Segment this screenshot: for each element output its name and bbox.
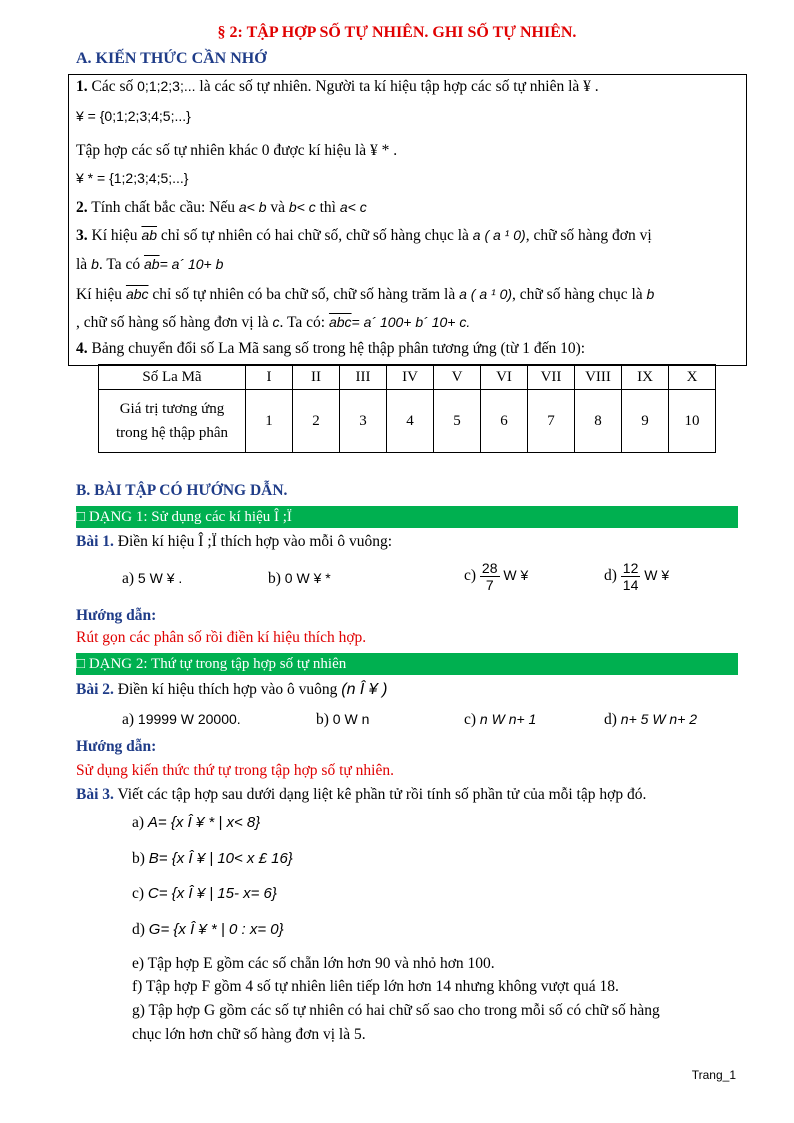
a2-line: 2. Tính chất bắc cầu: Nếu a< b và b< c thì a< c [76,199,367,216]
bai3-c: c) C= {x Î ¥ | 15- x= 6} [132,885,277,902]
a1-line3: Tập hợp các số tự nhiên khác 0 được kí hiệu là ¥ * . [76,142,398,159]
checkbox-icon: □ [76,656,86,672]
table-cell: 1 [246,390,293,453]
hint-heading-2: Hướng dẫn: [76,738,157,755]
hint-2: Sử dụng kiến thức thứ tự trong tập hợp số tự nhiên. [76,762,394,779]
fraction: $\frac{28}{7}$ [481,560,498,593]
bai3-line: Bài 3. Viết các tập hợp sau dưới dạng liệt kê phần tử rồi tính số phần tử của mỗi tập hợp đó. [76,786,647,803]
page-number: Trang_1 [691,1068,736,1082]
table-header-decimal: Giá trị tương ứng trong hệ thập phân [99,390,246,453]
bai3-f: f) Tập hợp F gồm 4 số tự nhiên liên tiếp lớn hơn 14 nhưng không vượt quá 18. [132,978,619,995]
table-row [99,365,716,390]
a1-set-n: ¥ = {0;1;2;3;4;5;...} [76,108,191,124]
table-cell: 9 [622,390,669,453]
table-cell: 7 [528,390,575,453]
table-cell: IX [622,365,669,390]
bai1-line: Bài 1. Điền kí hiệu Î ;Ï thích hợp vào mỗi ô vuông: [76,533,393,550]
page-title: § 2: TẬP HỢP SỐ TỰ NHIÊN. GHI SỐ TỰ NHIÊN. [217,24,577,41]
section-b-heading: B. BÀI TẬP CÓ HƯỚNG DẪN. [76,482,288,499]
dang1-band: □ DẠNG 1: Sử dụng các kí hiệu Î ;Ï [76,506,738,528]
fraction: $\frac{12}{14}$ [622,560,639,593]
table-cell: 5 [434,390,481,453]
table-cell: III [340,365,387,390]
bai2-a: a) 19999 W 20000. [122,711,241,728]
bai2-b: b) 0 W n [316,711,370,728]
bai1-a: a) 5 W ¥ . [122,570,183,587]
table-cell: 3 [340,390,387,453]
bai3-g1: g) Tập hợp G gồm các số tự nhiên có hai chữ số sao cho trong mỗi số có chữ số hàng [132,1002,660,1019]
a3-line2: là b. Ta có $\overline{ab}=$ a´ 10+ b [76,256,224,273]
bai3-a: a) A= {x Î ¥ * | x< 8} [132,814,261,831]
bai3-d: d) G= {x Î ¥ * | 0 : x= 0} [132,921,284,938]
bai3-e: e) Tập hợp E gồm các số chẵn lớn hơn 90 và nhỏ hơn 100. [132,955,495,972]
hint-1: Rút gọn các phân số rồi điền kí hiệu thích hợp. [76,629,367,646]
table-cell: 10 [669,390,716,453]
bai2-line: Bài 2. Điền kí hiệu thích hợp vào ô vuông (n Î ¥ ) [76,681,388,698]
table-cell: V [434,365,481,390]
table-cell: IV [387,365,434,390]
table-cell: VIII [575,365,622,390]
table-cell: 4 [387,390,434,453]
a4-line: 4. Bảng chuyển đổi số La Mã sang số trong hệ thập phân tương ứng (từ 1 đến 10): [76,340,586,357]
checkbox-icon: □ [76,509,86,525]
table-cell: I [246,365,293,390]
table-cell: VII [528,365,575,390]
roman-numeral-table [98,364,716,453]
table-cell: II [293,365,340,390]
bai1-d: d) $\frac{12}{14}$ W ¥ [604,560,670,593]
bai2-c: c) n W n+ 1 [464,711,537,728]
a3-line3: Kí hiệu $\overline{abc}$ chỉ số tự nhiên có ba chữ số, chữ số hàng trăm là a ( a ¹ 0), chữ số hàng chục là b [76,286,655,303]
table-cell: VI [481,365,528,390]
table-header-roman: Số La Mã [99,365,246,390]
bai1-b: b) 0 W ¥ * [268,570,331,587]
bai1-c: c) $\frac{28}{7}$ W ¥ [464,560,529,593]
table-cell: 2 [293,390,340,453]
a3-line1: 3. Kí hiệu $\overline{ab}$ chỉ số tự nhiên có hai chữ số, chữ số hàng chục là a ( a ¹ 0), chữ số hàng đơn vị [76,227,652,244]
table-cell: 8 [575,390,622,453]
table-cell: 6 [481,390,528,453]
section-a-heading: A. KIẾN THỨC CẦN NHỚ [76,50,267,67]
dang2-band: □ DẠNG 2: Thứ tự trong tập hợp số tự nhiên [76,653,738,675]
a1-line: 1. Các số 0;1;2;3;... là các số tự nhiên. Người ta kí hiệu tập hợp các số tự nhiên là ¥ . [76,78,599,95]
hint-heading-1: Hướng dẫn: [76,607,157,624]
bai3-g2: chục lớn hơn chữ số hàng đơn vị là 5. [132,1026,366,1043]
table-row [99,390,716,453]
bai2-d: d) n+ 5 W n+ 2 [604,711,698,728]
a3-line4: , chữ số hàng số hàng đơn vị là c. Ta có: $\overline{abc}=$ a´ 100+ b´ 10+ c. [76,314,471,331]
bai3-b: b) B= {x Î ¥ | 10< x £ 16} [132,850,293,867]
table-cell: X [669,365,716,390]
a1-set-n-star: ¥ * = {1;2;3;4;5;...} [76,170,189,186]
